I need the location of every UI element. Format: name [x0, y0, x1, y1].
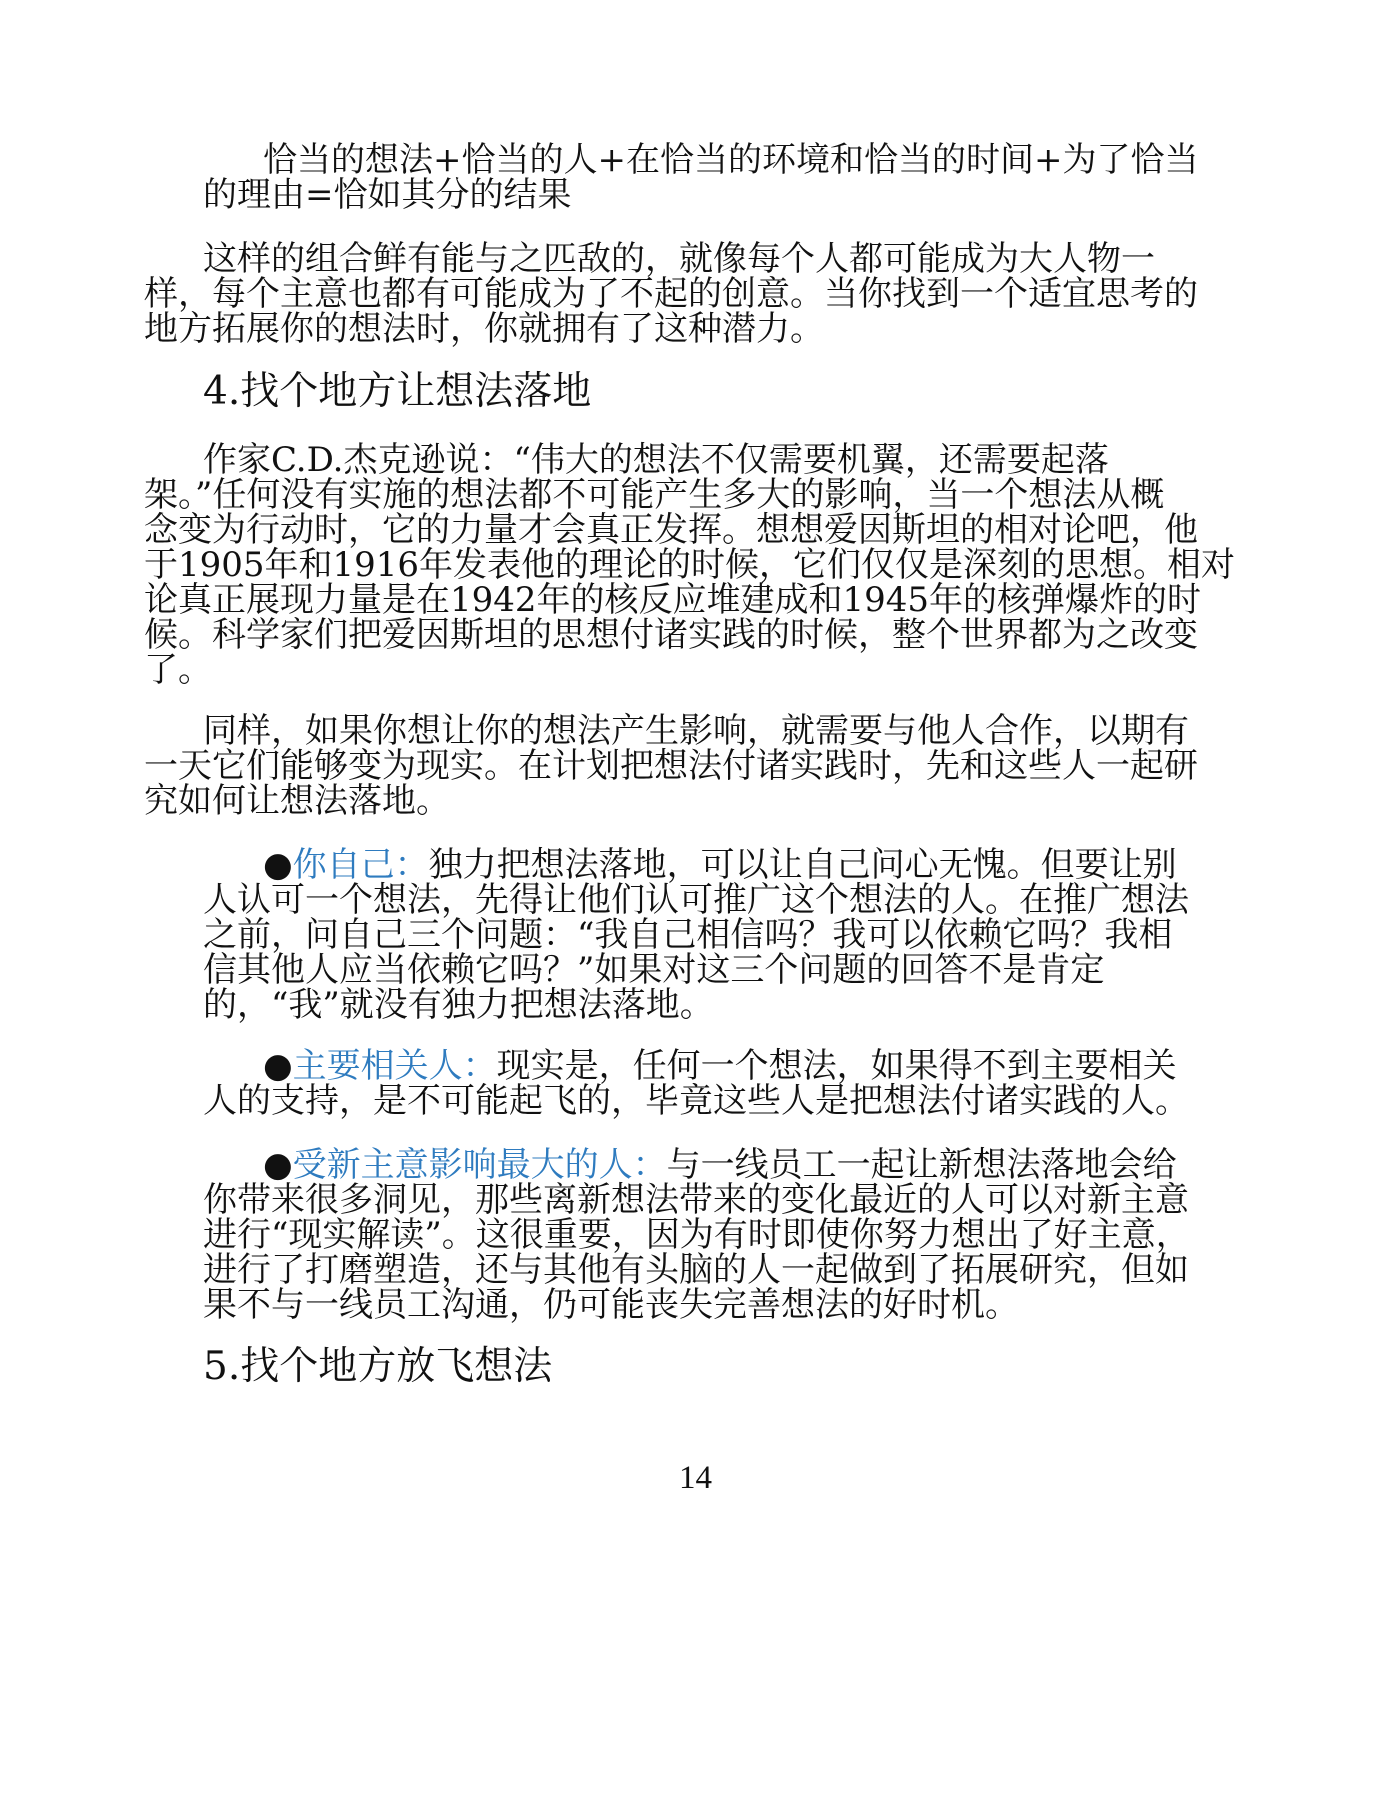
paragraph-line: 地方拓展你的想法时，你就拥有了这种潜力。	[144, 309, 824, 349]
bullet-text: 独力把想法落地，可以让自己问心无愧。但要让别	[428, 845, 1177, 885]
bullet-item	[0, 845, 1391, 885]
paragraph-line: 究如何让想法落地。	[144, 781, 450, 821]
paragraph-line: 念变为行动时，它的力量才会真正发挥。想想爱因斯坦的相对论吧，他	[144, 510, 1198, 550]
paragraph-line: 这样的组合鲜有能与之匹敌的，就像每个人都可能成为大人物一	[203, 239, 1155, 279]
paragraph-line: 于1905年和1916年发表他的理论的时候，它们仅仅是深刻的思想。相对	[144, 545, 1236, 585]
bullet-text-line: 人认可一个想法，先得让他们认可推广这个想法的人。在推广想法	[203, 880, 1189, 920]
bullet-text-line: 人的支持，是不可能起飞的，毕竟这些人是把想法付诸实践的人。	[203, 1081, 1189, 1121]
bullet-title: 受新主意影响最大的人：	[292, 1145, 667, 1185]
bullet-title: 主要相关人：	[292, 1046, 497, 1086]
paragraph-line: 论真正展现力量是在1942年的核反应堆建成和1945年的核弹爆炸的时	[144, 580, 1202, 620]
bullet-title: 你自己：	[292, 845, 429, 885]
formula-line: 恰当的想法+恰当的人+在恰当的环境和恰当的时间+为了恰当	[263, 140, 1199, 180]
paragraph-line: 样，每个主意也都有可能成为了不起的创意。当你找到一个适宜思考的	[144, 274, 1198, 314]
bullet-text-line: 你带来很多洞见，那些离新想法带来的变化最近的人可以对新主意	[203, 1180, 1189, 1220]
bullet-text-line: 果不与一线员工沟通，仍可能丧失完善想法的好时机。	[203, 1285, 1019, 1325]
bullet-text-line: 进行“现实解读”。这很重要，因为有时即使你努力想出了好主意，	[203, 1215, 1190, 1255]
bullet-text-line: 的，“我”就没有独力把想法落地。	[203, 985, 714, 1025]
bullet-text-line: 进行了打磨塑造，还与其他有头脑的人一起做到了拓展研究，但如	[203, 1250, 1189, 1290]
section-heading: 4.找个地方让想法落地	[203, 369, 592, 414]
bullet-text: 与一线员工一起让新想法落地会给	[666, 1145, 1177, 1185]
formula-line: 的理由=恰如其分的结果	[203, 175, 572, 215]
paragraph-line: 候。科学家们把爱因斯坦的思想付诸实践的时候，整个世界都为之改变	[144, 615, 1198, 655]
bullet-dot-icon: ●	[263, 1046, 293, 1086]
bullet-text: 现实是，任何一个想法，如果得不到主要相关	[496, 1046, 1177, 1086]
bullet-item	[0, 1145, 1391, 1185]
bullet-text-line: 之前，问自己三个问题：“我自己相信吗？我可以依赖它吗？我相	[203, 915, 1173, 955]
page-number: 14	[679, 1460, 712, 1496]
bullet-item	[0, 1046, 1391, 1086]
bullet-dot-icon: ●	[263, 845, 293, 885]
paragraph-line: 一天它们能够变为现实。在计划把想法付诸实践时，先和这些人一起研	[144, 746, 1198, 786]
paragraph-line: 了。	[144, 650, 212, 690]
paragraph-line: 作家C.D.杰克逊说：“伟大的想法不仅需要机翼，还需要起落	[203, 440, 1109, 480]
paragraph-line: 同样，如果你想让你的想法产生影响，就需要与他人合作，以期有	[203, 711, 1189, 751]
section-heading: 5.找个地方放飞想法	[203, 1344, 553, 1389]
bullet-dot-icon: ●	[263, 1145, 293, 1185]
bullet-text-line: 信其他人应当依赖它吗？”如果对这三个问题的回答不是肯定	[203, 950, 1105, 990]
paragraph-line: 架。”任何没有实施的想法都不可能产生多大的影响，当一个想法从概	[144, 475, 1165, 515]
